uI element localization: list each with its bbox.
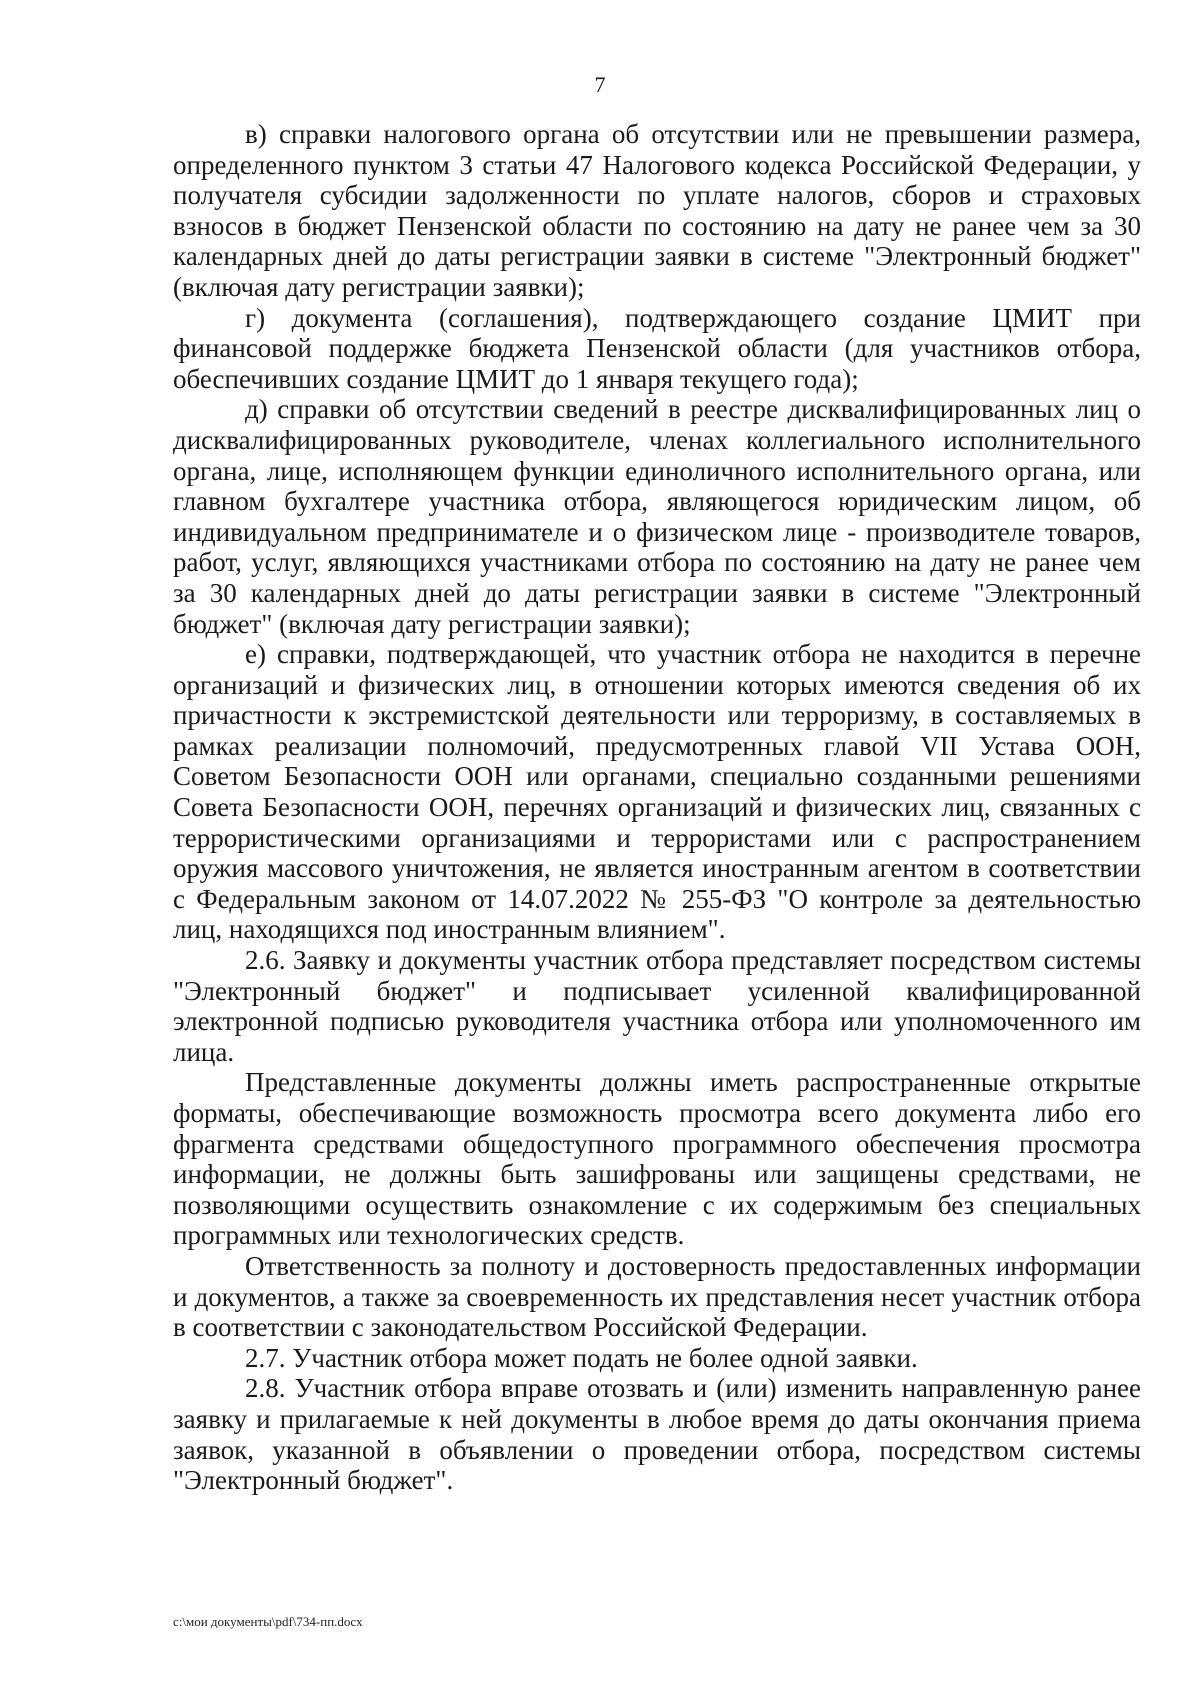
paragraph-clause-2-8: 2.8. Участник отбора вправе отозвать и (или) изменить направленную ранее заявку и прилагаемые к ней документы в любое время до даты окончания приема заявок, указанной в объявлении о проведении отбора, посредством системы "Электронный бюджет". [173, 1373, 1141, 1496]
paragraph-item-d: д) справки об отсутствии сведений в реестре дисквалифицированных лиц о дисквалифицированных руководителе, членах коллегиального исполнительного органа, лице, исполняющем функции единоличного исполнительного органа, или главном бухгалтере участника отбора, являющегося юридическим лицом, об индивидуальном предпринимателе и о физическом лице - производителе товаров, работ, услуг, являющихся участниками отбора по состоянию на дату не ранее чем за 30 календарных дней до даты регистрации заявки в системе "Электронный бюджет" (включая дату регистрации заявки); [173, 394, 1141, 639]
paragraph-item-e: е) справки, подтверждающей, что участник отбора не находится в перечне организаций и физических лиц, в отношении которых имеются сведения об их причастности к экстремистской деятельности или терроризму, в составляемых в рамках реализации полномочий, предусмотренных главой VII Устава ООН, Советом Безопасности ООН или органами, специально созданными решениями Совета Безопасности ООН, перечнях организаций и физических лиц, связанных с террористическими организациями и террористами или с распространением оружия массового уничтожения, не является иностранным агентом в соответствии с Федеральным законом от 14.07.2022 № 255-ФЗ "О контроле за деятельностью лиц, находящихся под иностранным влиянием". [173, 639, 1141, 945]
paragraph-clause-2-7: 2.7. Участник отбора может подать не более одной заявки. [245, 1342, 918, 1373]
paragraph-clause-2-6: 2.6. Заявку и документы участник отбора представляет посредством системы "Электронный бюджет" и подписывает усиленной квалифицированной электронной подписью руководителя участника отбора или уполномоченного им лица. [173, 945, 1141, 1067]
footer-file-path: c:\мои документы\pdf\734-пп.docx [173, 1614, 363, 1629]
paragraph-responsibility: Ответственность за полноту и достоверность предоставленных информации и документов, а также за своевременность их представления несет участник отбора в соответствии с законодательством Российской Федерации. [173, 1250, 1141, 1343]
page-number: 7 [594, 72, 606, 97]
paragraph-item-v: в) справки налогового органа об отсутствии или не превышении размера, определенного пунктом 3 статьи 47 Налогового кодекса Российской Федерации, у получателя субсидии задолженности по уплате налогов, сборов и страховых взносов в бюджет Пензенской области по состоянию на дату не ранее чем за 30 календарных дней до даты регистрации заявки в системе "Электронный бюджет" (включая дату регистрации заявки); [173, 119, 1141, 302]
document-body [173, 119, 1141, 1496]
paragraph-document-formats: Представленные документы должны иметь распространенные открытые форматы, обеспечивающие возможность просмотра всего документа либо его фрагмента средствами общедоступного программного обеспечения просмотра информации, не должны быть зашифрованы или защищены средствами, не позволяющими осуществить ознакомление с их содержимым без специальных программных или технологических средств. [173, 1067, 1141, 1251]
paragraph-item-g: г) документа (соглашения), подтверждающего создание ЦМИТ при финансовой поддержке бюджета Пензенской области (для участников отбора, обеспечивших создание ЦМИТ до 1 января текущего года); [173, 302, 1141, 394]
